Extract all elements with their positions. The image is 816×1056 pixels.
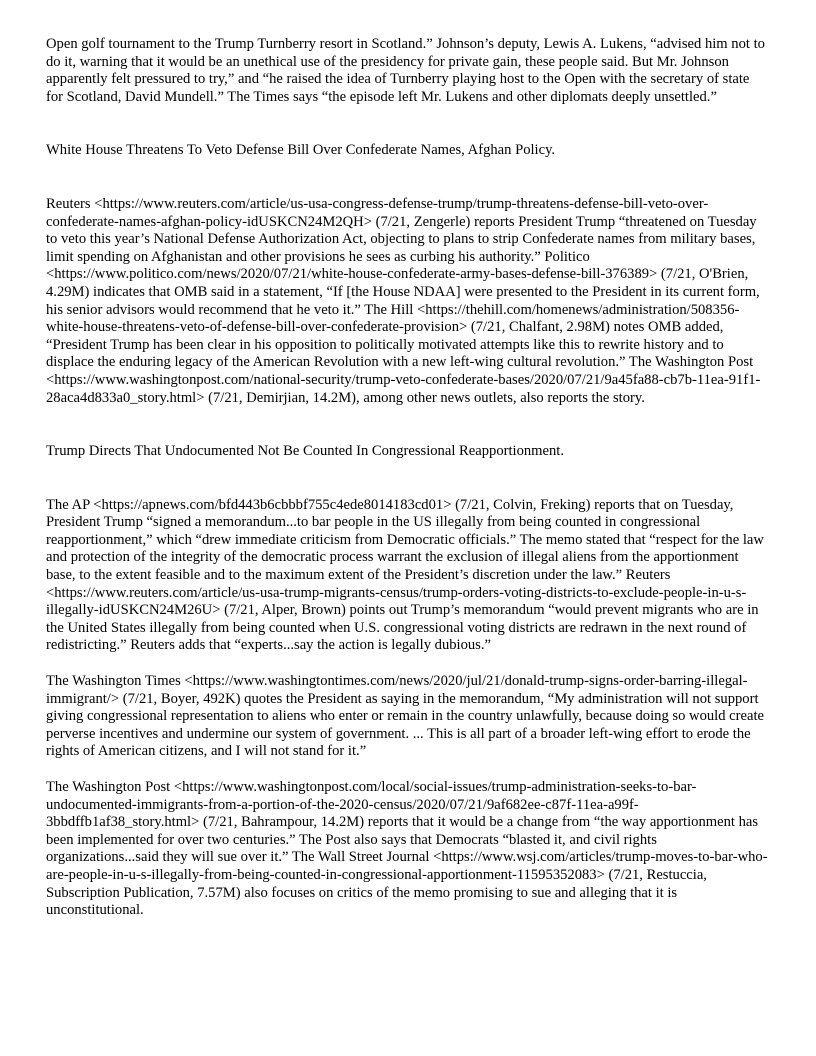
paragraph-veto-reports: Reuters <https://www.reuters.com/article/us-usa-congress-defense-trump/trump-threatens-defense-bill-veto-over-confederate-names-afghan-policy-idUSKCN24M2QH> (7/21, Zengerle) reports President Trump “threatened on Tuesday to veto this year’s National Defense Authorization Act, objecting to plans to strip Confederate names from military bases, limit spending on Afghanistan and other provisions he sees as curbing his authority.” Politico <https://www.politico.com/news/2020/07/21/white-house-confederate-army-bases-defense-bill-376389> (7/21, O'Brien, 4.29M) indicates that OMB said in a statement, “If [the House NDAA] were presented to the President in its current form, his senior advisors would recommend that he veto it.” The Hill <https://thehill.com/homenews/administration/508356-white-house-threatens-veto-of-defense-bill-over-confederate-provision> (7/21, Chalfant, 2.98M) notes OMB added, “President Trump has been clear in his opposition to politically motivated attempts like this to rewrite history and to displace the enduring legacy of the American Revolution with a new left-wing cultural revolution.” The Washington Post <https://www.washingtonpost.com/national-security/trump-veto-confederate-bases/2020/07/21/9a45fa88-cb7b-11ea-91f1-28aca4d833a0_story.html> (7/21, Demirjian, 14.2M), among other news outlets, also reports the story. [46,195,761,406]
paragraph-spacer [46,655,770,673]
paragraph-spacer [46,461,770,497]
paragraph-ap-reuters-memo: The AP <https://apnews.com/bfd443b6cbbbf755c4ede8014183cd01> (7/21, Colvin, Freking) reports that on Tuesday, President Trump “signed a memorandum...to bar people in the US illegally from being counted in congressional reapportionment,” which “drew immediate criticism from Democratic officials.” The memo stated that “respect for the law and protection of the integrity of the democratic process warrant the exclusion of illegal aliens from the apportionment base, to the extent feasible and to the maximum extent of the President’s discretion under the law.” Reuters <https://www.reuters.com/article/us-usa-trump-migrants-census/trump-orders-voting-districts-to-exclude-people-in-u-s-illegally-idUSKCN24M26U> (7/21, Alper, Brown) points out Trump’s memorandum “would prevent migrants who are in the United States illegally from being counted when U.S. congressional voting districts are redrawn in the next round of redistricting.” Reuters adds that “experts...say the action is legally dubious.” [46,496,764,654]
headline-reapportionment: Trump Directs That Undocumented Not Be Counted In Congressional Reapportionment. [46,443,565,460]
paragraph-spacer [46,106,770,142]
paragraph-spacer [46,761,770,779]
document-page [46,36,770,920]
paragraph-washington-post-wsj: The Washington Post <https://www.washingtonpost.com/local/social-issues/trump-administration-seeks-to-bar-undocumented-immigrants-from-a-portion-of-the-2020-census/2020/07/21/9af682ee-c87f-11ea-a99f-3bbdffb1af38_story.html> (7/21, Bahrampour, 14.2M) reports that it would be a change from “the way apportionment has been implemented for over two centuries.” The Post also says that Democrats “blasted it, and civil rights organizations...said they will sue over it.” The Wall Street Journal <https://www.wsj.com/articles/trump-moves-to-bar-who-are-people-in-u-s-illegally-from-being-counted-in-congressional-apportionment-11595352083> (7/21, Restuccia, Subscription Publication, 7.57M) also focuses on critics of the memo promising to sue and alleging that it is unconstitutional. [46,779,768,919]
paragraph-washington-times: The Washington Times <https://www.washingtontimes.com/news/2020/jul/21/donald-trump-signs-order-barring-illegal-immigrant/> (7/21, Boyer, 492K) quotes the President as saying in the memorandum, “My administration will not support giving congressional representation to aliens who enter or remain in the country unlawfully, because doing so would create perverse incentives and undermine our system of government. ... This is all part of a broader left-wing effort to erode the rights of American citizens, and I will not stand for it.” [46,673,764,760]
paragraph-spacer [46,160,770,196]
headline-veto-defense-bill: White House Threatens To Veto Defense Bill Over Confederate Names, Afghan Policy. [46,142,556,159]
paragraph-turnberry-continuation: Open golf tournament to the Trump Turnberry resort in Scotland.” Johnson’s deputy, Lewis A. Lukens, “advised him not to do it, warning that it would be an unethical use of the presidency for private gain, these people said. But Mr. Johnson apparently felt pressured to try,” and “he raised the idea of Turnberry playing host to the Open with the secretary of state for Scotland, David Mundell.” The Times says “the episode left Mr. Lukens and other diplomats deeply unsettled.” [46,36,765,105]
paragraph-spacer [46,407,770,443]
